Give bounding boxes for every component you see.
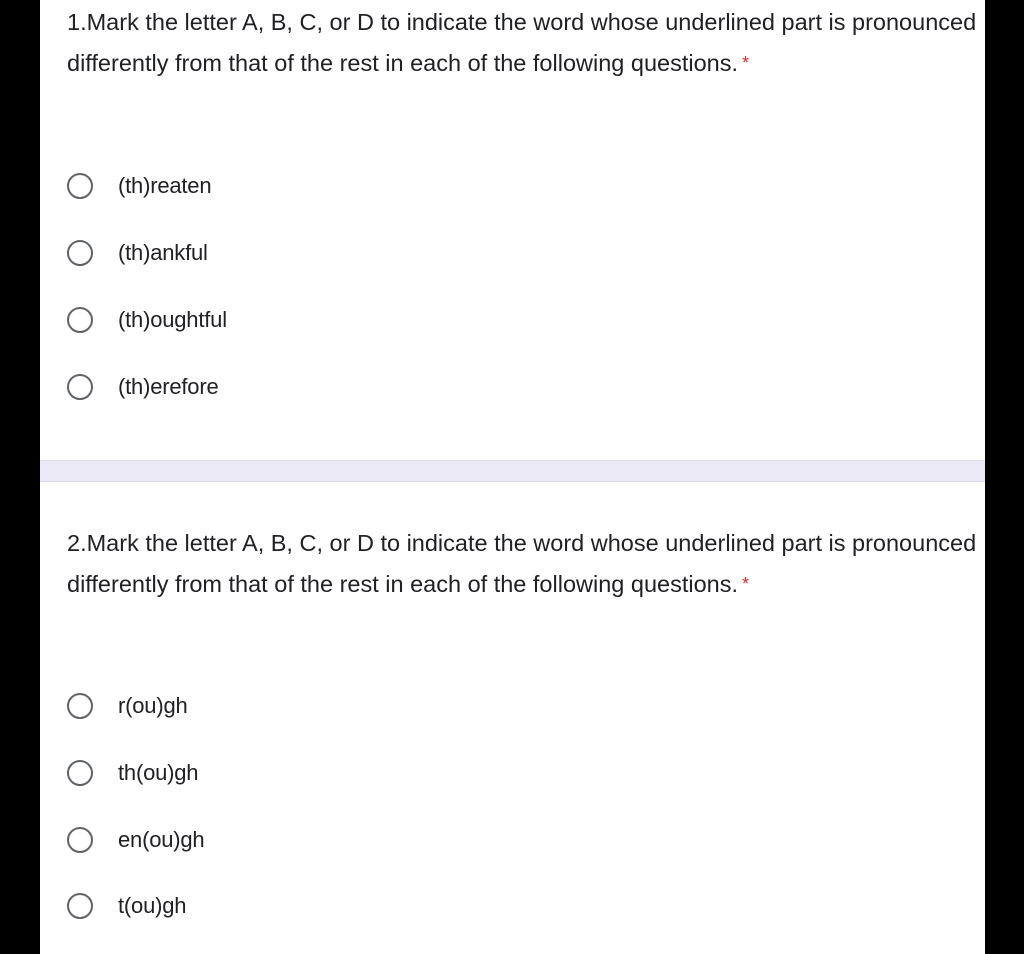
radio-option[interactable] bbox=[67, 686, 188, 726]
radio-option[interactable] bbox=[67, 166, 211, 206]
option-label: th(ou)gh bbox=[118, 760, 199, 785]
radio-option[interactable] bbox=[67, 233, 208, 273]
radio-button-icon[interactable] bbox=[67, 307, 93, 333]
option-label: r(ou)gh bbox=[118, 693, 188, 718]
required-asterisk: * bbox=[742, 574, 750, 594]
radio-button-icon[interactable] bbox=[67, 760, 93, 786]
radio-button-icon[interactable] bbox=[67, 693, 93, 719]
question-title bbox=[67, 523, 982, 605]
radio-button-icon[interactable] bbox=[67, 893, 93, 919]
radio-option[interactable] bbox=[67, 753, 198, 793]
radio-option[interactable] bbox=[67, 300, 227, 340]
option-label: (th)erefore bbox=[118, 374, 219, 399]
option-label: (th)ankful bbox=[118, 240, 208, 265]
radio-option[interactable] bbox=[67, 820, 204, 860]
question-card-1 bbox=[40, 0, 985, 460]
question-title bbox=[67, 2, 982, 84]
question-text: 2.Mark the letter A, B, C, or D to indicate the word whose underlined part is pronounced differently from that of the rest in each of the following questions. bbox=[67, 530, 977, 597]
question-card-2 bbox=[40, 482, 985, 954]
card-separator bbox=[40, 460, 985, 482]
option-label: en(ou)gh bbox=[118, 827, 205, 852]
radio-option[interactable] bbox=[67, 886, 186, 926]
required-asterisk: * bbox=[742, 53, 750, 73]
option-label: (th)oughtful bbox=[118, 307, 227, 332]
radio-button-icon[interactable] bbox=[67, 240, 93, 266]
option-label: (th)reaten bbox=[118, 173, 212, 198]
form-page bbox=[40, 0, 985, 954]
radio-button-icon[interactable] bbox=[67, 374, 93, 400]
radio-button-icon[interactable] bbox=[67, 173, 93, 199]
radio-option[interactable] bbox=[67, 367, 219, 407]
option-label: t(ou)gh bbox=[118, 893, 187, 918]
question-text: 1.Mark the letter A, B, C, or D to indicate the word whose underlined part is pronounced differently from that of the rest in each of the following questions. bbox=[67, 9, 977, 76]
radio-button-icon[interactable] bbox=[67, 827, 93, 853]
